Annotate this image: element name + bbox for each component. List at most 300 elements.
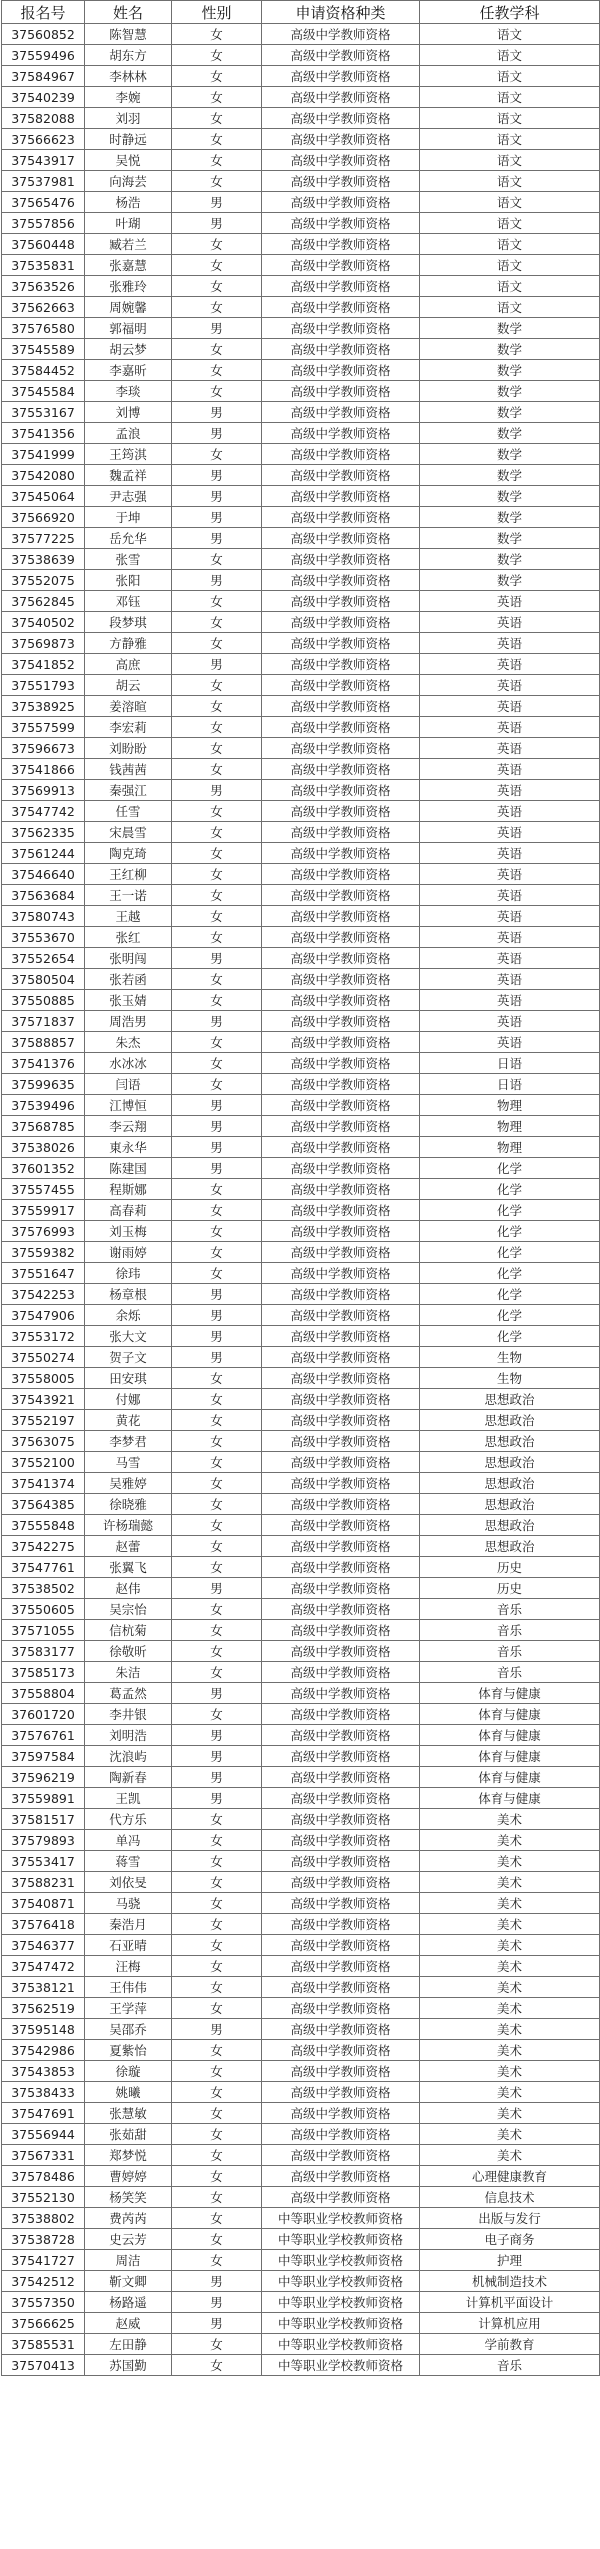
- cell-gender: 男: [172, 423, 262, 444]
- cell-registration-number: 37545589: [2, 339, 85, 360]
- cell-gender: 女: [172, 864, 262, 885]
- cell-subject: 思想政治: [420, 1494, 600, 1515]
- table-row: [2, 927, 600, 948]
- cell-qualification-type: 高级中学教师资格: [262, 1053, 420, 1074]
- cell-subject: 化学: [420, 1179, 600, 1200]
- cell-qualification-type: 高级中学教师资格: [262, 213, 420, 234]
- cell-qualification-type: 高级中学教师资格: [262, 1998, 420, 2019]
- cell-registration-number: 37576993: [2, 1221, 85, 1242]
- table-row: [2, 1725, 600, 1746]
- cell-name: 左田静: [85, 2334, 172, 2355]
- header-subject: 任教学科: [420, 1, 600, 24]
- cell-gender: 女: [172, 1221, 262, 1242]
- cell-qualification-type: 高级中学教师资格: [262, 1662, 420, 1683]
- cell-registration-number: 37553417: [2, 1851, 85, 1872]
- cell-subject: 计算机平面设计: [420, 2292, 600, 2313]
- cell-qualification-type: 高级中学教师资格: [262, 2040, 420, 2061]
- table-row: [2, 2229, 600, 2250]
- cell-name: 张嘉慧: [85, 255, 172, 276]
- cell-registration-number: 37556944: [2, 2124, 85, 2145]
- cell-registration-number: 37558005: [2, 1368, 85, 1389]
- cell-name: 高庶: [85, 654, 172, 675]
- cell-qualification-type: 高级中学教师资格: [262, 570, 420, 591]
- cell-subject: 数学: [420, 360, 600, 381]
- cell-name: 王红柳: [85, 864, 172, 885]
- table-row: [2, 591, 600, 612]
- cell-registration-number: 37567331: [2, 2145, 85, 2166]
- cell-qualification-type: 中等职业学校教师资格: [262, 2292, 420, 2313]
- cell-gender: 男: [172, 213, 262, 234]
- cell-gender: 男: [172, 402, 262, 423]
- cell-registration-number: 37559382: [2, 1242, 85, 1263]
- cell-name: 曹婷婷: [85, 2166, 172, 2187]
- cell-gender: 女: [172, 1977, 262, 1998]
- table-row: [2, 528, 600, 549]
- cell-gender: 女: [172, 276, 262, 297]
- cell-subject: 日语: [420, 1053, 600, 1074]
- table-row: [2, 1662, 600, 1683]
- cell-name: 陶新春: [85, 1767, 172, 1788]
- cell-gender: 女: [172, 1473, 262, 1494]
- cell-registration-number: 37546640: [2, 864, 85, 885]
- cell-subject: 化学: [420, 1284, 600, 1305]
- cell-name: 王筠淇: [85, 444, 172, 465]
- table-row: [2, 297, 600, 318]
- table-row: [2, 864, 600, 885]
- cell-name: 李琰: [85, 381, 172, 402]
- cell-name: 张茹甜: [85, 2124, 172, 2145]
- table-row: [2, 1641, 600, 1662]
- cell-qualification-type: 高级中学教师资格: [262, 654, 420, 675]
- cell-subject: 语文: [420, 87, 600, 108]
- table-row: [2, 486, 600, 507]
- header-registration-number: 报名号: [2, 1, 85, 24]
- table-row: [2, 1830, 600, 1851]
- table-row: [2, 2271, 600, 2292]
- cell-qualification-type: 高级中学教师资格: [262, 1179, 420, 1200]
- cell-registration-number: 37565476: [2, 192, 85, 213]
- cell-subject: 体育与健康: [420, 1788, 600, 1809]
- cell-registration-number: 37581517: [2, 1809, 85, 1830]
- cell-name: 尹志强: [85, 486, 172, 507]
- table-row: [2, 738, 600, 759]
- cell-registration-number: 37564385: [2, 1494, 85, 1515]
- cell-name: 叶瑚: [85, 213, 172, 234]
- cell-name: 徐玮: [85, 1263, 172, 1284]
- table-row: [2, 87, 600, 108]
- cell-qualification-type: 高级中学教师资格: [262, 507, 420, 528]
- cell-subject: 数学: [420, 570, 600, 591]
- cell-name: 李林林: [85, 66, 172, 87]
- cell-name: 吴邵乔: [85, 2019, 172, 2040]
- cell-qualification-type: 高级中学教师资格: [262, 1221, 420, 1242]
- cell-gender: 女: [172, 108, 262, 129]
- cell-name: 吴雅婷: [85, 1473, 172, 1494]
- cell-name: 钱茜茜: [85, 759, 172, 780]
- cell-name: 水冰冰: [85, 1053, 172, 1074]
- cell-subject: 英语: [420, 591, 600, 612]
- cell-subject: 美术: [420, 2145, 600, 2166]
- table-row: [2, 1095, 600, 1116]
- table-row: [2, 339, 600, 360]
- cell-qualification-type: 高级中学教师资格: [262, 1368, 420, 1389]
- cell-gender: 女: [172, 1494, 262, 1515]
- cell-registration-number: 37552075: [2, 570, 85, 591]
- cell-qualification-type: 高级中学教师资格: [262, 1200, 420, 1221]
- cell-gender: 男: [172, 2292, 262, 2313]
- cell-registration-number: 37551647: [2, 1263, 85, 1284]
- cell-qualification-type: 高级中学教师资格: [262, 696, 420, 717]
- cell-registration-number: 37557455: [2, 1179, 85, 1200]
- cell-subject: 化学: [420, 1200, 600, 1221]
- cell-registration-number: 37597584: [2, 1746, 85, 1767]
- cell-name: 孟浪: [85, 423, 172, 444]
- cell-registration-number: 37550274: [2, 1347, 85, 1368]
- cell-qualification-type: 高级中学教师资格: [262, 381, 420, 402]
- table-row: [2, 1347, 600, 1368]
- cell-qualification-type: 高级中学教师资格: [262, 927, 420, 948]
- table-row: [2, 1788, 600, 1809]
- cell-qualification-type: 中等职业学校教师资格: [262, 2313, 420, 2334]
- cell-qualification-type: 中等职业学校教师资格: [262, 2250, 420, 2271]
- cell-registration-number: 37559496: [2, 45, 85, 66]
- cell-subject: 音乐: [420, 1641, 600, 1662]
- cell-name: 周洁: [85, 2250, 172, 2271]
- cell-registration-number: 37538925: [2, 696, 85, 717]
- cell-subject: 数学: [420, 402, 600, 423]
- cell-registration-number: 37561244: [2, 843, 85, 864]
- cell-gender: 女: [172, 360, 262, 381]
- cell-registration-number: 37569873: [2, 633, 85, 654]
- cell-qualification-type: 高级中学教师资格: [262, 444, 420, 465]
- cell-subject: 数学: [420, 423, 600, 444]
- cell-subject: 语文: [420, 150, 600, 171]
- cell-registration-number: 37557599: [2, 717, 85, 738]
- cell-qualification-type: 高级中学教师资格: [262, 612, 420, 633]
- table-row: [2, 1998, 600, 2019]
- cell-registration-number: 37562519: [2, 1998, 85, 2019]
- table-row: [2, 1179, 600, 1200]
- cell-gender: 女: [172, 2229, 262, 2250]
- table-row: [2, 1536, 600, 1557]
- cell-gender: 男: [172, 1788, 262, 1809]
- cell-registration-number: 37576761: [2, 1725, 85, 1746]
- table-row: [2, 717, 600, 738]
- table-row: [2, 1620, 600, 1641]
- cell-registration-number: 37547472: [2, 1956, 85, 1977]
- cell-subject: 美术: [420, 1956, 600, 1977]
- cell-gender: 女: [172, 759, 262, 780]
- cell-name: 陈建国: [85, 1158, 172, 1179]
- cell-subject: 英语: [420, 759, 600, 780]
- cell-name: 胡云: [85, 675, 172, 696]
- table-row: [2, 2250, 600, 2271]
- cell-name: 方静雅: [85, 633, 172, 654]
- cell-name: 田安琪: [85, 1368, 172, 1389]
- cell-qualification-type: 高级中学教师资格: [262, 24, 420, 45]
- cell-registration-number: 37576418: [2, 1914, 85, 1935]
- cell-qualification-type: 高级中学教师资格: [262, 150, 420, 171]
- table-row: [2, 696, 600, 717]
- table-row: [2, 108, 600, 129]
- cell-qualification-type: 高级中学教师资格: [262, 717, 420, 738]
- cell-name: 朱洁: [85, 1662, 172, 1683]
- cell-name: 张雅玲: [85, 276, 172, 297]
- cell-name: 张雪: [85, 549, 172, 570]
- cell-registration-number: 37535831: [2, 255, 85, 276]
- cell-registration-number: 37560852: [2, 24, 85, 45]
- table-row: [2, 2019, 600, 2040]
- cell-qualification-type: 高级中学教师资格: [262, 2082, 420, 2103]
- cell-qualification-type: 高级中学教师资格: [262, 1788, 420, 1809]
- cell-qualification-type: 高级中学教师资格: [262, 1158, 420, 1179]
- cell-registration-number: 37563684: [2, 885, 85, 906]
- cell-subject: 英语: [420, 1032, 600, 1053]
- cell-subject: 英语: [420, 633, 600, 654]
- cell-name: 时静远: [85, 129, 172, 150]
- cell-name: 赵蕾: [85, 1536, 172, 1557]
- cell-name: 徐晓雅: [85, 1494, 172, 1515]
- cell-subject: 思想政治: [420, 1452, 600, 1473]
- cell-registration-number: 37542080: [2, 465, 85, 486]
- cell-gender: 女: [172, 1368, 262, 1389]
- cell-subject: 历史: [420, 1578, 600, 1599]
- table-row: [2, 213, 600, 234]
- cell-registration-number: 37570413: [2, 2355, 85, 2376]
- cell-name: 杨笑笑: [85, 2187, 172, 2208]
- cell-gender: 女: [172, 2208, 262, 2229]
- cell-subject: 物理: [420, 1095, 600, 1116]
- cell-gender: 女: [172, 1662, 262, 1683]
- cell-subject: 语文: [420, 66, 600, 87]
- table-row: [2, 2124, 600, 2145]
- cell-subject: 思想政治: [420, 1389, 600, 1410]
- table-row: [2, 2145, 600, 2166]
- cell-subject: 英语: [420, 612, 600, 633]
- table-row: [2, 969, 600, 990]
- cell-qualification-type: 高级中学教师资格: [262, 360, 420, 381]
- cell-qualification-type: 高级中学教师资格: [262, 2187, 420, 2208]
- table-row: [2, 129, 600, 150]
- cell-registration-number: 37540502: [2, 612, 85, 633]
- table-row: [2, 402, 600, 423]
- cell-subject: 美术: [420, 2124, 600, 2145]
- cell-gender: 女: [172, 612, 262, 633]
- table-row: [2, 1452, 600, 1473]
- cell-registration-number: 37562335: [2, 822, 85, 843]
- cell-qualification-type: 高级中学教师资格: [262, 129, 420, 150]
- table-row: [2, 1599, 600, 1620]
- cell-subject: 音乐: [420, 1662, 600, 1683]
- cell-gender: 男: [172, 528, 262, 549]
- table-row: [2, 2187, 600, 2208]
- cell-name: 付娜: [85, 1389, 172, 1410]
- cell-name: 王伟伟: [85, 1977, 172, 1998]
- cell-subject: 计算机应用: [420, 2313, 600, 2334]
- table-body: [2, 24, 600, 2376]
- cell-name: 夏紫怡: [85, 2040, 172, 2061]
- cell-name: 单冯: [85, 1830, 172, 1851]
- cell-qualification-type: 高级中学教师资格: [262, 1872, 420, 1893]
- table-row: [2, 276, 600, 297]
- cell-registration-number: 37599635: [2, 1074, 85, 1095]
- cell-registration-number: 37601352: [2, 1158, 85, 1179]
- cell-name: 石亚晴: [85, 1935, 172, 1956]
- cell-name: 许杨瑞懿: [85, 1515, 172, 1536]
- cell-gender: 女: [172, 696, 262, 717]
- cell-subject: 语文: [420, 171, 600, 192]
- cell-qualification-type: 高级中学教师资格: [262, 1473, 420, 1494]
- cell-subject: 语文: [420, 129, 600, 150]
- cell-gender: 女: [172, 717, 262, 738]
- cell-registration-number: 37538728: [2, 2229, 85, 2250]
- table-row: [2, 1221, 600, 1242]
- cell-subject: 音乐: [420, 1599, 600, 1620]
- cell-registration-number: 37584452: [2, 360, 85, 381]
- cell-gender: 男: [172, 318, 262, 339]
- table-row: [2, 780, 600, 801]
- cell-qualification-type: 高级中学教师资格: [262, 1809, 420, 1830]
- cell-gender: 男: [172, 948, 262, 969]
- cell-qualification-type: 高级中学教师资格: [262, 2166, 420, 2187]
- cell-qualification-type: 高级中学教师资格: [262, 402, 420, 423]
- cell-subject: 英语: [420, 696, 600, 717]
- cell-name: 杨路遥: [85, 2292, 172, 2313]
- table-row: [2, 255, 600, 276]
- cell-registration-number: 37596219: [2, 1767, 85, 1788]
- table-row: [2, 1137, 600, 1158]
- cell-registration-number: 37553167: [2, 402, 85, 423]
- cell-gender: 女: [172, 990, 262, 1011]
- cell-qualification-type: 高级中学教师资格: [262, 675, 420, 696]
- cell-name: 李嘉昕: [85, 360, 172, 381]
- table-row: [2, 2313, 600, 2334]
- table-row: [2, 1872, 600, 1893]
- cell-subject: 美术: [420, 1872, 600, 1893]
- cell-registration-number: 37585531: [2, 2334, 85, 2355]
- table-row: [2, 1767, 600, 1788]
- cell-qualification-type: 高级中学教师资格: [262, 1746, 420, 1767]
- cell-qualification-type: 高级中学教师资格: [262, 1725, 420, 1746]
- table-row: [2, 570, 600, 591]
- cell-registration-number: 37585173: [2, 1662, 85, 1683]
- cell-subject: 数学: [420, 339, 600, 360]
- cell-qualification-type: 高级中学教师资格: [262, 1137, 420, 1158]
- cell-qualification-type: 高级中学教师资格: [262, 738, 420, 759]
- cell-registration-number: 37558804: [2, 1683, 85, 1704]
- cell-gender: 男: [172, 192, 262, 213]
- cell-name: 徐敬昕: [85, 1641, 172, 1662]
- table-row: [2, 801, 600, 822]
- cell-name: 张明闯: [85, 948, 172, 969]
- cell-subject: 美术: [420, 1998, 600, 2019]
- cell-gender: 女: [172, 2355, 262, 2376]
- cell-name: 蒋雪: [85, 1851, 172, 1872]
- cell-registration-number: 37578486: [2, 2166, 85, 2187]
- cell-subject: 英语: [420, 885, 600, 906]
- cell-gender: 女: [172, 1431, 262, 1452]
- cell-name: 吴悦: [85, 150, 172, 171]
- cell-registration-number: 37543921: [2, 1389, 85, 1410]
- cell-name: 赵伟: [85, 1578, 172, 1599]
- cell-name: 代方乐: [85, 1809, 172, 1830]
- cell-subject: 化学: [420, 1242, 600, 1263]
- cell-qualification-type: 高级中学教师资格: [262, 2145, 420, 2166]
- cell-registration-number: 37601720: [2, 1704, 85, 1725]
- table-row: [2, 1893, 600, 1914]
- cell-gender: 女: [172, 1872, 262, 1893]
- table-row: [2, 1851, 600, 1872]
- header-row: [2, 1, 600, 24]
- table-row: [2, 465, 600, 486]
- cell-registration-number: 37540871: [2, 1893, 85, 1914]
- cell-subject: 思想政治: [420, 1431, 600, 1452]
- table-row: [2, 1242, 600, 1263]
- cell-gender: 女: [172, 2040, 262, 2061]
- cell-registration-number: 37577225: [2, 528, 85, 549]
- cell-qualification-type: 高级中学教师资格: [262, 759, 420, 780]
- table-row: [2, 948, 600, 969]
- cell-gender: 女: [172, 1809, 262, 1830]
- cell-qualification-type: 高级中学教师资格: [262, 1599, 420, 1620]
- cell-qualification-type: 高级中学教师资格: [262, 1074, 420, 1095]
- cell-registration-number: 37541376: [2, 1053, 85, 1074]
- cell-qualification-type: 高级中学教师资格: [262, 1389, 420, 1410]
- cell-name: 刘博: [85, 402, 172, 423]
- cell-registration-number: 37542512: [2, 2271, 85, 2292]
- cell-subject: 体育与健康: [420, 1767, 600, 1788]
- cell-name: 王一诺: [85, 885, 172, 906]
- table-row: [2, 906, 600, 927]
- cell-subject: 美术: [420, 1851, 600, 1872]
- cell-qualification-type: 高级中学教师资格: [262, 66, 420, 87]
- table-row: [2, 612, 600, 633]
- cell-name: 张大文: [85, 1326, 172, 1347]
- cell-gender: 女: [172, 444, 262, 465]
- cell-registration-number: 37579893: [2, 1830, 85, 1851]
- cell-registration-number: 37553172: [2, 1326, 85, 1347]
- table-row: [2, 1935, 600, 1956]
- cell-gender: 男: [172, 1746, 262, 1767]
- cell-gender: 女: [172, 2334, 262, 2355]
- cell-subject: 学前教育: [420, 2334, 600, 2355]
- cell-name: 宋晨雪: [85, 822, 172, 843]
- cell-qualification-type: 高级中学教师资格: [262, 591, 420, 612]
- cell-qualification-type: 高级中学教师资格: [262, 276, 420, 297]
- cell-gender: 女: [172, 2124, 262, 2145]
- cell-name: 张慧敏: [85, 2103, 172, 2124]
- table-row: [2, 654, 600, 675]
- cell-gender: 男: [172, 507, 262, 528]
- cell-name: 胡东方: [85, 45, 172, 66]
- cell-registration-number: 37552197: [2, 1410, 85, 1431]
- cell-registration-number: 37538026: [2, 1137, 85, 1158]
- table-row: [2, 2061, 600, 2082]
- cell-gender: 女: [172, 927, 262, 948]
- cell-name: 沈浪屿: [85, 1746, 172, 1767]
- cell-qualification-type: 高级中学教师资格: [262, 192, 420, 213]
- cell-registration-number: 37550885: [2, 990, 85, 1011]
- cell-subject: 语文: [420, 108, 600, 129]
- cell-gender: 女: [172, 1641, 262, 1662]
- cell-qualification-type: 高级中学教师资格: [262, 2124, 420, 2145]
- cell-qualification-type: 高级中学教师资格: [262, 885, 420, 906]
- cell-gender: 女: [172, 1599, 262, 1620]
- cell-name: 秦浩月: [85, 1914, 172, 1935]
- cell-qualification-type: 高级中学教师资格: [262, 780, 420, 801]
- cell-name: 黄花: [85, 1410, 172, 1431]
- table-row: [2, 885, 600, 906]
